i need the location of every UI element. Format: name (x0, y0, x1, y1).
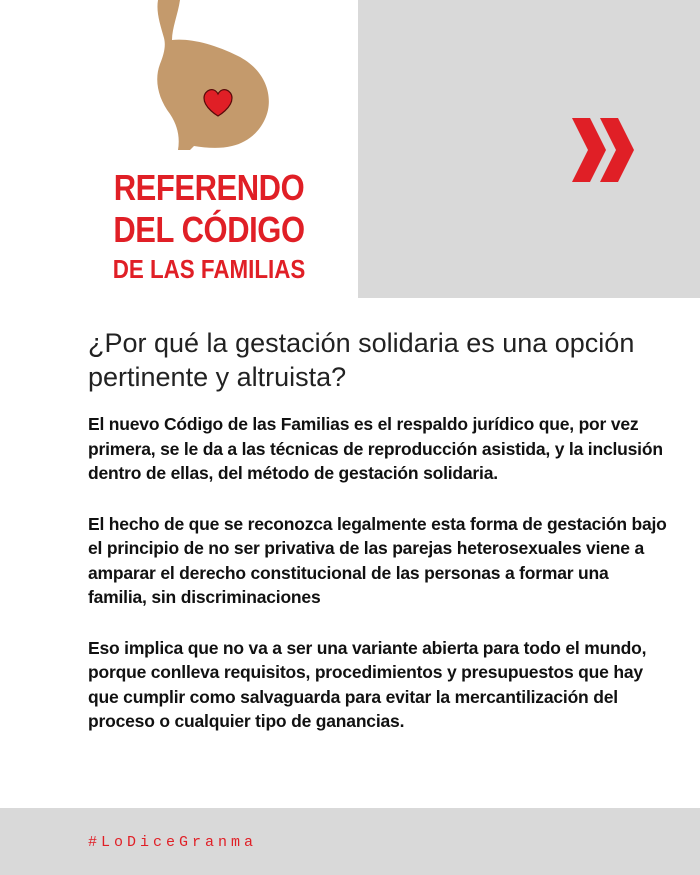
referendum-title (84, 167, 334, 284)
question-heading: ¿Por qué la gestación solidaria es una opción pertinente y altruista? (88, 328, 635, 392)
title-line-3: DE LAS FAMILIAS (112, 254, 306, 284)
paragraph-1: El nuevo Código de las Familias es el respaldo jurídico que, por vez primera, se le da a las técnicas de reproducción asistida, y la inclusión dentro de ellas, del método de gestación solidaria. (88, 414, 663, 483)
hashtag-label: #LoDiceGranma (88, 834, 258, 851)
footer-bar (0, 808, 700, 875)
paragraph-3: Eso implica que no va a ser una variante abierta para todo el mundo, porque conlleva requisitos, procedimientos y presupuestos que hay que cumplir como salvaguarda para evitar la mercantilización del proceso o cualquier tipo de ganancias. (88, 637, 647, 731)
header-gray-panel (358, 0, 700, 298)
article-body (88, 412, 668, 760)
title-line-2: DEL CÓDIGO (113, 209, 305, 250)
paragraph-2: El hecho de que se reconozca legalmente esta forma de gestación bajo el principio de no ser privativa de las parejas heterosexuales viene a amparar el derecho constitucional de las personas a formar una familia, sin discriminaciones (88, 513, 667, 607)
title-line-1: REFERENDO (113, 167, 305, 208)
double-chevron-right-icon (572, 118, 634, 182)
pregnant-woman-icon (150, 0, 280, 150)
